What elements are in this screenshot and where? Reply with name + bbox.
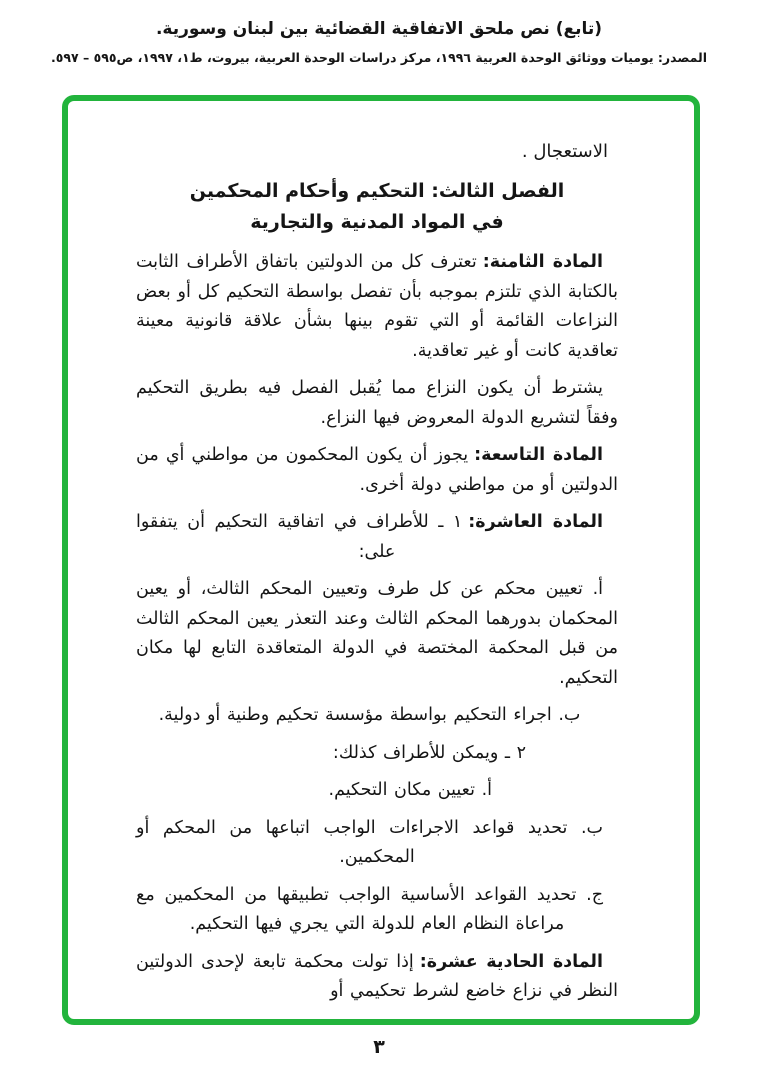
continuation-line: الاستعجال .: [521, 141, 608, 162]
paragraph-text: ٢ ـ ويمكن للأطراف كذلك:: [332, 742, 526, 763]
paragraph-article-8: [136, 248, 618, 366]
list-item-1a: [136, 575, 618, 693]
paragraph-text: ب. تحديد قواعد الاجراءات الواجب اتباعها من المحكم أو المحكمين.: [136, 817, 603, 867]
chapter-heading: [136, 176, 618, 238]
paragraph-article-9: [136, 441, 618, 500]
paragraph-text: تعترف كل من الدولتين باتفاق الأطراف الثابت بالكتابة الذي تلتزم بموجبه بأن تفصل بواسطة التحكيم كل أو بعض النزاعات القائمة أو التي تقوم بينها بشأن علاقة قانونية معينة تعاقدية كانت أو غير تعاقدية.: [136, 252, 618, 361]
article-10-label: المادة العاشرة:: [468, 512, 603, 532]
paragraph-clause-2: [136, 739, 618, 769]
paragraph-article-10: [136, 508, 618, 567]
chapter-heading-line1: الفصل الثالث: التحكيم وأحكام المحكمين: [189, 180, 565, 202]
paragraph-text: يشترط أن يكون النزاع مما يُقبل الفصل فيه بطريق التحكيم وفقاً لتشريع الدولة المعروض فيها النزاع.: [136, 378, 618, 428]
page-number: ٣: [373, 1036, 385, 1058]
paragraph-article-11: [136, 948, 618, 1007]
list-item-2c: [136, 881, 618, 940]
document-body: [68, 101, 694, 1019]
list-item-1b: [136, 701, 618, 731]
list-item-2b: [136, 814, 618, 873]
chapter-heading-line2: في المواد المدنية والتجارية: [250, 211, 504, 233]
paragraph-text: أ. تعيين مكان التحكيم.: [328, 780, 492, 800]
source-citation: المصدر: يوميات ووثائق الوحدة العربية ١٩٩٦، مركز دراسات الوحدة العربية، بيروت، ط١، ١٩٩٧، ص٥٩٥ – ٥٩٧.: [50, 49, 708, 65]
paragraph-text: أ. تعيين محكم عن كل طرف وتعيين المحكم الثالث، أو يعين المحكمان بدورهما المحكم الثالث وعند التعذر يعين المحكم الثالث من قبل المحكمة المختصة في الدولة المتعاقدة التابع لها مكان التحكيم.: [136, 579, 618, 688]
paragraph-text: يجوز أن يكون المحكمون من مواطني أي من الدولتين أو من مواطني دولة أخرى.: [136, 445, 618, 495]
document-title: (تابع) نص ملحق الاتفاقية القضائية بين لبنان وسورية.: [155, 19, 603, 39]
paragraph-text: ب. اجراء التحكيم بواسطة مؤسسة تحكيم وطنية أو دولية.: [158, 705, 581, 725]
page-header: [0, 18, 758, 66]
article-9-label: المادة التاسعة:: [474, 445, 604, 465]
paragraph-text: إذا تولت محكمة تابعة لإحدى الدولتين النظر في نزاع خاضع لشرط تحكيمي أو: [136, 951, 618, 1001]
paragraph-condition: [136, 374, 618, 433]
paragraph-text: ١ ـ للأطراف في اتفاقية التحكيم أن يتفقوا على:: [136, 512, 463, 562]
article-11-label: المادة الحادية عشرة:: [419, 951, 604, 972]
list-item-2a: [136, 776, 618, 806]
document-frame: [62, 95, 700, 1025]
paragraph-text: ج. تحديد القواعد الأساسية الواجب تطبيقها من المحكمين مع مراعاة النظام العام للدولة التي يجري فيها التحكيم.: [136, 884, 603, 934]
article-8-label: المادة الثامنة:: [482, 252, 603, 272]
